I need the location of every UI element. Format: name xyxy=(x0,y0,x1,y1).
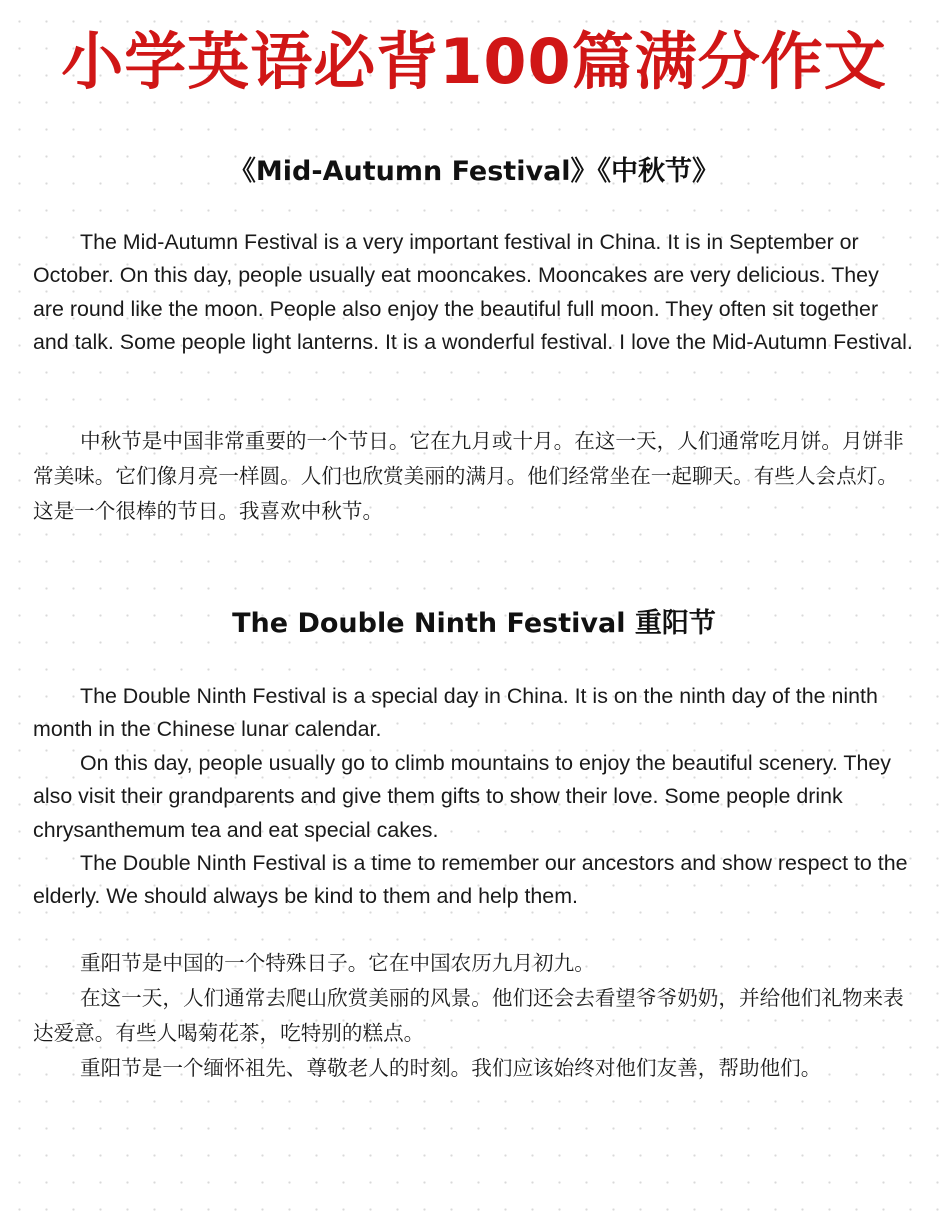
paragraph-text: 在这一天，人们通常去爬山欣赏美丽的风景。他们还会去看望爷爷奶奶，并给他们礼物来表达爱意。有些人喝菊花茶，吃特别的糕点。 xyxy=(33,986,904,1045)
paragraph-text: 重阳节是一个缅怀祖先、尊敬老人的时刻。我们应该始终对他们友善，帮助他们。 xyxy=(80,1056,822,1080)
paragraph-text: The Double Ninth Festival is a special day in China. It is on the ninth day of the ninth month in the Chinese lunar calendar. xyxy=(33,684,878,742)
paragraph-text: 中秋节是中国非常重要的一个节日。它在九月或十月。在这一天，人们通常吃月饼。月饼非常美味。它们像月亮一样圆。人们也欣赏美丽的满月。他们经常坐在一起聊天。有些人会点灯。这是一个很棒的节日。我喜欢中秋节。 xyxy=(33,429,904,523)
paragraph-text: The Mid-Autumn Festival is a very important festival in China. It is in September or October. On this day, people usually eat mooncakes. Mooncakes are very delicious. They are round like the moon. People also enjoy the beautiful full moon. They often sit together and talk. Some people light lanterns. It is a wonderful festival. I love the Mid-Autumn Festival. xyxy=(33,230,913,355)
page-title: 小学英语必背100篇满分作文 xyxy=(61,25,887,98)
essay-mid-autumn-english xyxy=(33,226,915,360)
essay-title-double-ninth: The Double Ninth Festival 重阳节 xyxy=(232,608,716,639)
essay-double-ninth-english xyxy=(33,680,915,914)
paragraph-text: 重阳节是中国的一个特殊日子。它在中国农历九月初九。 xyxy=(80,951,595,975)
essay-double-ninth-chinese xyxy=(33,946,915,1086)
essay-title-mid-autumn: 《Mid-Autumn Festival》《中秋节》 xyxy=(228,156,720,187)
paragraph-text: The Double Ninth Festival is a time to remember our ancestors and show respect to the elderly. We should always be kind to them and help them. xyxy=(33,851,908,909)
essay-mid-autumn-chinese xyxy=(33,424,915,529)
paragraph-text: On this day, people usually go to climb mountains to enjoy the beautiful scenery. They also visit their grandparents and give them gifts to show their love. Some people drink chrysanthemum tea and eat special cakes. xyxy=(33,750,891,842)
